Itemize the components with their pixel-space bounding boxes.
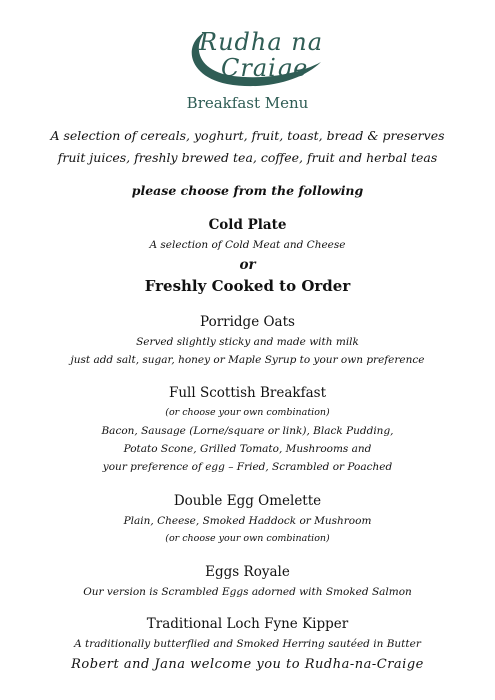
item-title-full-scottish: Full Scottish Breakfast [169, 385, 326, 401]
item-note: (or choose your own combination) [165, 407, 330, 418]
item-title-porridge: Porridge Oats [200, 314, 295, 330]
item-line: Potato Scone, Grilled Tomato, Mushrooms and [123, 443, 372, 455]
choose-instruction: please choose from the following [131, 183, 364, 198]
item-line: your preference of egg – Fried, Scrambled or Poached [102, 461, 393, 473]
item-line: Bacon, Sausage (Lorne/square or link), Black Pudding, [101, 425, 394, 437]
item-title-omelette: Double Egg Omelette [173, 493, 322, 509]
menu-title: Breakfast Menu [186, 94, 309, 112]
item-line: A traditionally butterflied and Smoked Herring sautéed in Butter [74, 638, 421, 650]
cold-plate-desc: A selection of Cold Meat and Cheese [149, 239, 346, 251]
logo-text-line1: Rudha na [199, 28, 324, 56]
item-line: just add salt, sugar, honey or Maple Syrup to your own preference [70, 354, 425, 366]
footer-welcome: Robert and Jana welcome you to Rudha-na-Craige [71, 657, 424, 672]
intro-line-1: A selection of cereals, yoghurt, fruit, toast, bread & preserves [50, 128, 445, 143]
cooked-heading: Freshly Cooked to Order [144, 277, 351, 295]
item-title-eggs-royale: Eggs Royale [205, 564, 290, 580]
logo-text-line2: Craige [221, 54, 309, 82]
or-separator: or [239, 257, 256, 273]
item-line: Plain, Cheese, Smoked Haddock or Mushroom [123, 515, 372, 527]
item-line: Served slightly sticky and made with milk [136, 336, 359, 348]
intro-line-2: fruit juices, freshly brewed tea, coffee, fruit and herbal teas [57, 150, 438, 165]
item-line: Our version is Scrambled Eggs adorned with Smoked Salmon [83, 586, 412, 598]
logo [175, 14, 325, 94]
item-note: (or choose your own combination) [165, 533, 330, 544]
cold-plate-title: Cold Plate [208, 217, 287, 233]
item-title-kipper: Traditional Loch Fyne Kipper [146, 616, 349, 632]
